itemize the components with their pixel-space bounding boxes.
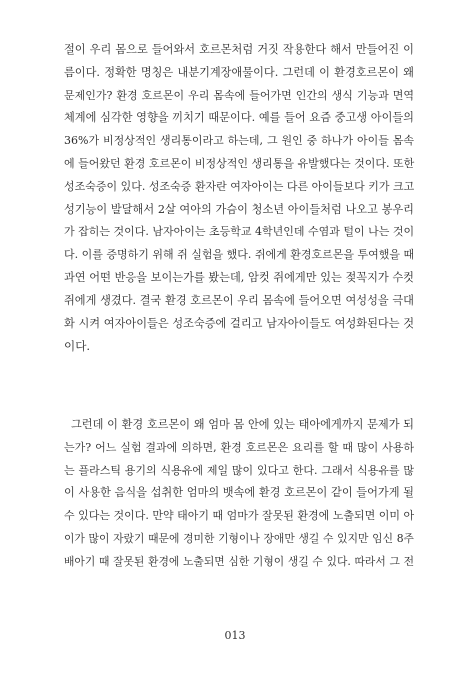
text-line: 름이다. 정확한 명칭은 내분기계장애물이다. 그런데 이 환경호르몬이 왜 xyxy=(64,65,414,79)
text-line: 가 잡히는 것이다. 남자아이는 초등학교 4학년인데 수염과 털이 나는 것이 xyxy=(64,225,415,239)
text-line: 는 플라스틱 용기의 식용유에 제일 많이 있다고 한다. 그래서 식용유를 많 xyxy=(64,463,414,477)
text-line: 수 있다는 것이다. 만약 태아기 때 엄마가 잘못된 환경에 노출되면 이미 아 xyxy=(64,509,415,523)
text-line: 절이 우리 몸으로 들어와서 호르몬처럼 거짓 작용한다 해서 만들어진 이 xyxy=(64,43,414,56)
text-line: 이다. xyxy=(64,339,91,354)
page-number: 013 xyxy=(224,629,246,642)
text-line: 다. 이를 증명하기 위해 쥐 실험을 했다. 쥐에게 환경호르몬을 투여했을 때 xyxy=(64,248,415,262)
text-line: 이 사용한 음식을 섭취한 엄마의 뱃속에 환경 호르몬이 같이 들어가게 될 xyxy=(64,486,414,500)
text-line: 그런데 이 환경 호르몬이 왜 엄마 몸 안에 있는 태아에게까지 문제가 되 xyxy=(71,418,414,431)
text-line: 에 들어왔던 환경 호르몬이 비정상적인 생리통을 유발했다는 것이다. 또한 xyxy=(64,156,415,170)
text-line: 배아기 때 잘못된 환경에 노출되면 심한 기형이 생길 수 있다. 따라서 그 전 xyxy=(64,554,414,568)
text-line: 36%가 비정상적인 생리통이라고 하는데, 그 원인 중 하나가 아이들 몸속 xyxy=(64,134,414,148)
text-line: 과연 어떤 반응을 보이는가를 봤는데, 암컷 쥐에게만 있는 젖꼭지가 수컷 xyxy=(64,270,414,284)
text-line: 체계에 심각한 영향을 끼치기 때문이다. 예를 들어 요즘 중고생 아이들의 xyxy=(64,111,414,125)
text-line: 문제인가? 환경 호르몬이 우리 몸속에 들어가면 인간의 생식 기능과 면역 xyxy=(64,88,414,102)
text-line: 이가 많이 자랐기 때문에 경미한 기형이나 장애만 생길 수 있지만 임신 8주 xyxy=(64,531,414,545)
text-line: 화 시켜 여자아이들은 성조숙증에 걸리고 남자아이들도 여성화된다는 것 xyxy=(64,316,414,330)
text-line: 쥐에게 생겼다. 결국 환경 호르몬이 우리 몸속에 들어오면 여성성을 극대 xyxy=(64,293,414,307)
paragraph-2 xyxy=(64,414,414,574)
text-line: 성기능이 발달해서 2살 여아의 가슴이 청소년 아이들처럼 나오고 봉우리 xyxy=(64,202,414,216)
paragraph-1 xyxy=(64,39,414,358)
text-line: 는가? 어느 실험 결과에 의하면, 환경 호르몬은 요리를 할 때 많이 사용하 xyxy=(64,440,414,454)
text-line: 성조숙증이 있다. 성조숙증 환자란 여자아이는 다른 아이들보다 키가 크고 xyxy=(64,179,415,193)
